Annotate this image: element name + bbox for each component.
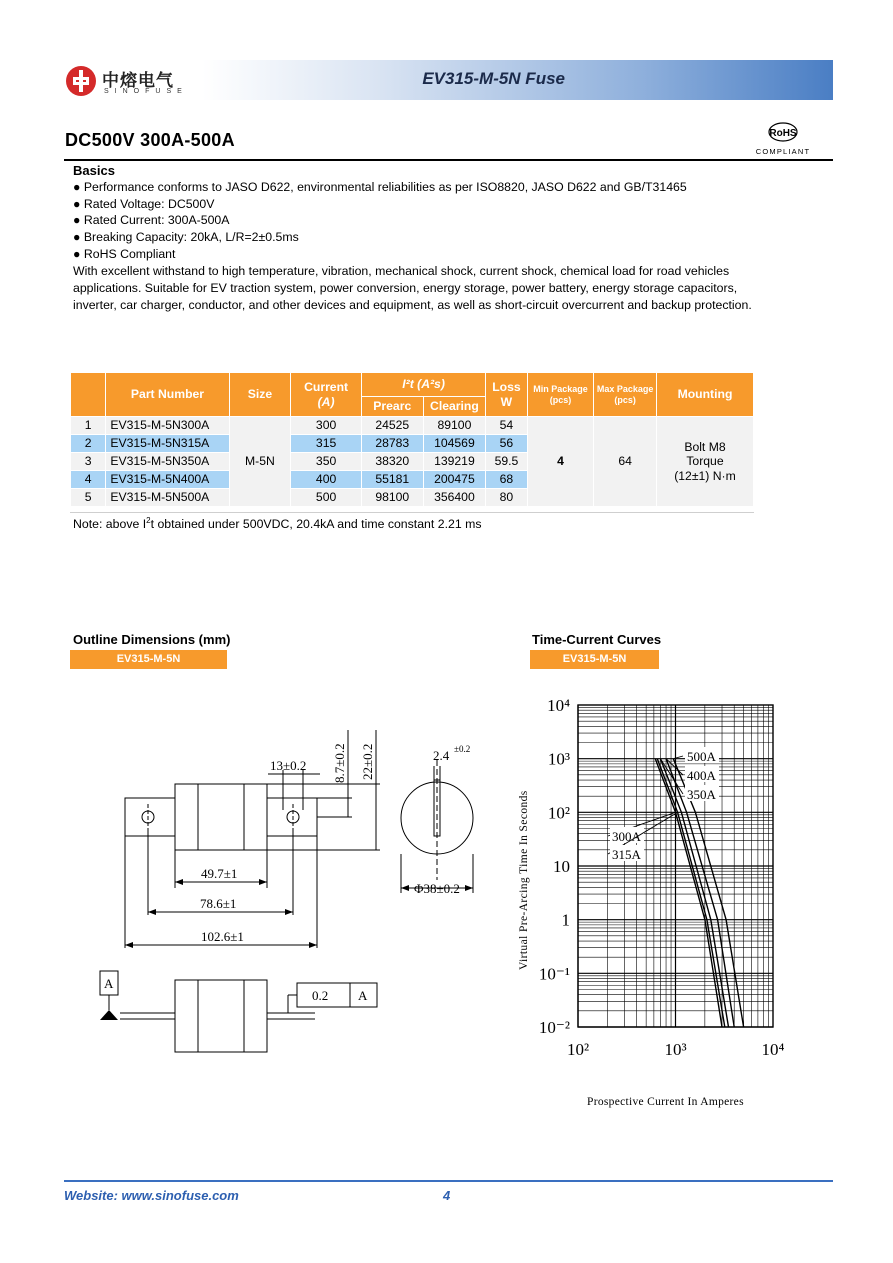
- outline-title: Outline Dimensions (mm): [73, 632, 231, 647]
- fuse-body: [175, 784, 267, 850]
- cell-part-number: EV315-M-5N350A: [106, 453, 229, 471]
- cell-current: 350: [291, 453, 362, 471]
- table-row: [71, 417, 754, 435]
- header-size: Size: [229, 373, 291, 417]
- mounting-line: (12±1) N·m: [674, 468, 736, 483]
- y-tick-label: 10³: [547, 749, 570, 769]
- bullet-text: Performance conforms to JASO D622, environmental reliabilities as per ISO8820, JASO D622 and GB/T31465: [83, 180, 687, 194]
- curve-label-500A: 500A: [687, 749, 716, 764]
- chart-xlabel: Prospective Current In Amperes: [587, 1096, 744, 1108]
- dim-dia-38: Φ38±0.2: [414, 881, 460, 896]
- cell-prearc: 98100: [361, 489, 423, 507]
- cell-current: 315: [291, 435, 362, 453]
- header-min-package: [527, 373, 594, 417]
- mounting-line: Bolt M8: [684, 440, 726, 455]
- outline-model-tag: EV315-M-5N: [70, 650, 227, 669]
- rohs-compliant-logo: [753, 121, 813, 157]
- cell-size: M-5N: [229, 417, 291, 507]
- header-clearing: Clearing: [423, 397, 486, 417]
- curve-label-350A: 350A: [687, 787, 716, 802]
- header-mounting: Mounting: [656, 373, 753, 417]
- tolerance-datum: A: [358, 988, 368, 1003]
- header-loss-unit: W: [500, 394, 513, 409]
- cell-part-number: EV315-M-5N400A: [106, 471, 229, 489]
- bullet-item: ● Rated Current: 300A-500A: [73, 213, 230, 227]
- curve-label-315A: 315A: [612, 847, 641, 862]
- y-tick-label: 1: [561, 910, 570, 930]
- dim-78-6: 78.6±1: [200, 896, 237, 911]
- table-note: [73, 516, 481, 531]
- cell-prearc: 55181: [361, 471, 423, 489]
- cell-index: 2: [71, 435, 106, 453]
- footer-divider: [64, 1180, 833, 1182]
- bullet-item: ● RoHS Compliant: [73, 247, 176, 261]
- cell-current: 300: [291, 417, 362, 435]
- cell-clearing: 89100: [423, 417, 486, 435]
- cell-index: 1: [71, 417, 106, 435]
- dim-13: 13±0.2: [270, 758, 307, 773]
- cell-part-number: EV315-M-5N500A: [106, 489, 229, 507]
- bullet-text: Rated Current: 300A-500A: [83, 213, 230, 227]
- cell-part-number: EV315-M-5N300A: [106, 417, 229, 435]
- description-line: With excellent withstand to high temperature, vibration, mechanical shock, current shock, chemical load for road vehicles: [73, 264, 730, 278]
- outline-drawing: [90, 730, 500, 1070]
- rohs-text: RoHS: [769, 128, 797, 139]
- logo-chinese-name: 中熔电气: [102, 71, 174, 90]
- dim-8-7: 8.7±0.2: [332, 743, 347, 783]
- cell-clearing: 139219: [423, 453, 486, 471]
- x-tick-label: 10⁴: [761, 1040, 785, 1059]
- y-tick-label: 10⁻¹: [538, 964, 570, 984]
- page-number: 4: [443, 1188, 451, 1203]
- header-loss: [486, 373, 527, 417]
- curve-label-300A: 300A: [612, 829, 641, 844]
- mounting-line: Torque: [686, 454, 724, 469]
- bullet-text: Breaking Capacity: 20kA, L/R=2±0.5ms: [83, 230, 299, 244]
- dim-22: 22±0.2: [360, 743, 375, 780]
- document-title: EV315-M-5N Fuse: [422, 69, 565, 88]
- cell-index: 4: [71, 471, 106, 489]
- bullet-item: ● Rated Voltage: DC500V: [73, 197, 215, 211]
- cell-prearc: 38320: [361, 453, 423, 471]
- header-part-number: Part Number: [106, 373, 229, 417]
- dim-2-4: 2.4: [433, 748, 450, 763]
- header-current-unit: (A): [317, 394, 335, 409]
- cell-loss: 68: [486, 471, 527, 489]
- header-min-package-unit: (pcs): [549, 394, 572, 405]
- header-index: [71, 373, 106, 417]
- spec-table: [70, 372, 754, 507]
- cell-loss: 59.5: [486, 453, 527, 471]
- cell-index: 5: [71, 489, 106, 507]
- dim-2-4-tol: ±0.2: [454, 744, 471, 754]
- spec-title: DC500V 300A-500A: [65, 130, 235, 150]
- title-divider: [64, 159, 833, 161]
- cell-loss: 54: [486, 417, 527, 435]
- header-current-label: Current: [304, 380, 349, 395]
- header-loss-label: Loss: [492, 380, 521, 395]
- basics-heading: Basics: [73, 163, 115, 178]
- description-line: inverter, car charger, conductor, and other devices and equipment, as well as short-circuit overcurrent and backup protection.: [73, 298, 752, 312]
- tolerance-value: 0.2: [312, 988, 329, 1003]
- cell-max-package: 64: [594, 417, 657, 507]
- curve-label-400A: 400A: [687, 768, 716, 783]
- cell-min-package: 4: [527, 417, 594, 507]
- cell-clearing: 104569: [423, 435, 486, 453]
- cell-clearing: 356400: [423, 489, 486, 507]
- note-superscript: 2: [146, 516, 151, 525]
- rohs-compliant-text: COMPLIANT: [755, 147, 811, 156]
- bullet-text: RoHS Compliant: [83, 247, 176, 261]
- bullet-text: Rated Voltage: DC500V: [83, 197, 215, 211]
- y-tick-label: 10⁻²: [538, 1018, 570, 1037]
- header-prearc: Prearc: [361, 397, 423, 417]
- header-min-package-label: Min Package: [533, 384, 588, 395]
- footer-website: Website: www.sinofuse.com: [64, 1188, 239, 1203]
- note-prefix: Note: above I: [73, 517, 147, 532]
- bullet-item: ● Breaking Capacity: 20kA, L/R=2±0.5ms: [73, 230, 299, 244]
- cell-mounting: [656, 417, 753, 507]
- dim-102-6: 102.6±1: [201, 929, 244, 944]
- cell-prearc: 24525: [361, 417, 423, 435]
- bullet-item: ● Performance conforms to JASO D622, environmental reliabilities as per ISO8820, JASO D622 and GB/T31465: [73, 180, 687, 194]
- cell-loss: 80: [486, 489, 527, 507]
- chart-ylabel: Virtual Pre-Arcing Time In Seconds: [518, 790, 530, 970]
- cell-current: 500: [291, 489, 362, 507]
- x-tick-label: 10²: [566, 1040, 590, 1059]
- x-tick-label: 10³: [664, 1040, 687, 1059]
- dim-49-7: 49.7±1: [201, 866, 238, 881]
- note-suffix: t obtained under 500VDC, 20.4kA and time constant 2.21 ms: [150, 517, 482, 532]
- cell-loss: 56: [486, 435, 527, 453]
- datum-triangle-icon: [100, 1010, 118, 1020]
- cell-current: 400: [291, 471, 362, 489]
- cell-clearing: 200475: [423, 471, 486, 489]
- table-bottom-border: [70, 512, 754, 513]
- time-current-chart: [505, 695, 805, 1115]
- cell-index: 3: [71, 453, 106, 471]
- logo-english-name: SINOFUSE: [104, 88, 188, 95]
- header-max-package-unit: (pcs): [614, 394, 636, 405]
- cell-prearc: 28783: [361, 435, 423, 453]
- y-tick-label: 10⁴: [547, 696, 570, 715]
- cell-part-number: EV315-M-5N315A: [106, 435, 229, 453]
- header-max-package-label: Max Package: [596, 384, 654, 395]
- bottom-view-body: [175, 980, 267, 1052]
- datum-label: A: [104, 976, 114, 991]
- header-current: [291, 373, 362, 417]
- description-line: applications. Suitable for EV traction system, power conversion, energy storage, power battery, energy storage capacitors,: [73, 281, 738, 295]
- curves-model-tag: EV315-M-5N: [530, 650, 659, 669]
- y-tick-label: 10²: [547, 803, 570, 823]
- curves-title: Time-Current Curves: [532, 632, 662, 647]
- header-i2t: I²t (A²s): [361, 373, 485, 397]
- y-tick-label: 10: [553, 857, 570, 876]
- header-max-package: [594, 373, 657, 417]
